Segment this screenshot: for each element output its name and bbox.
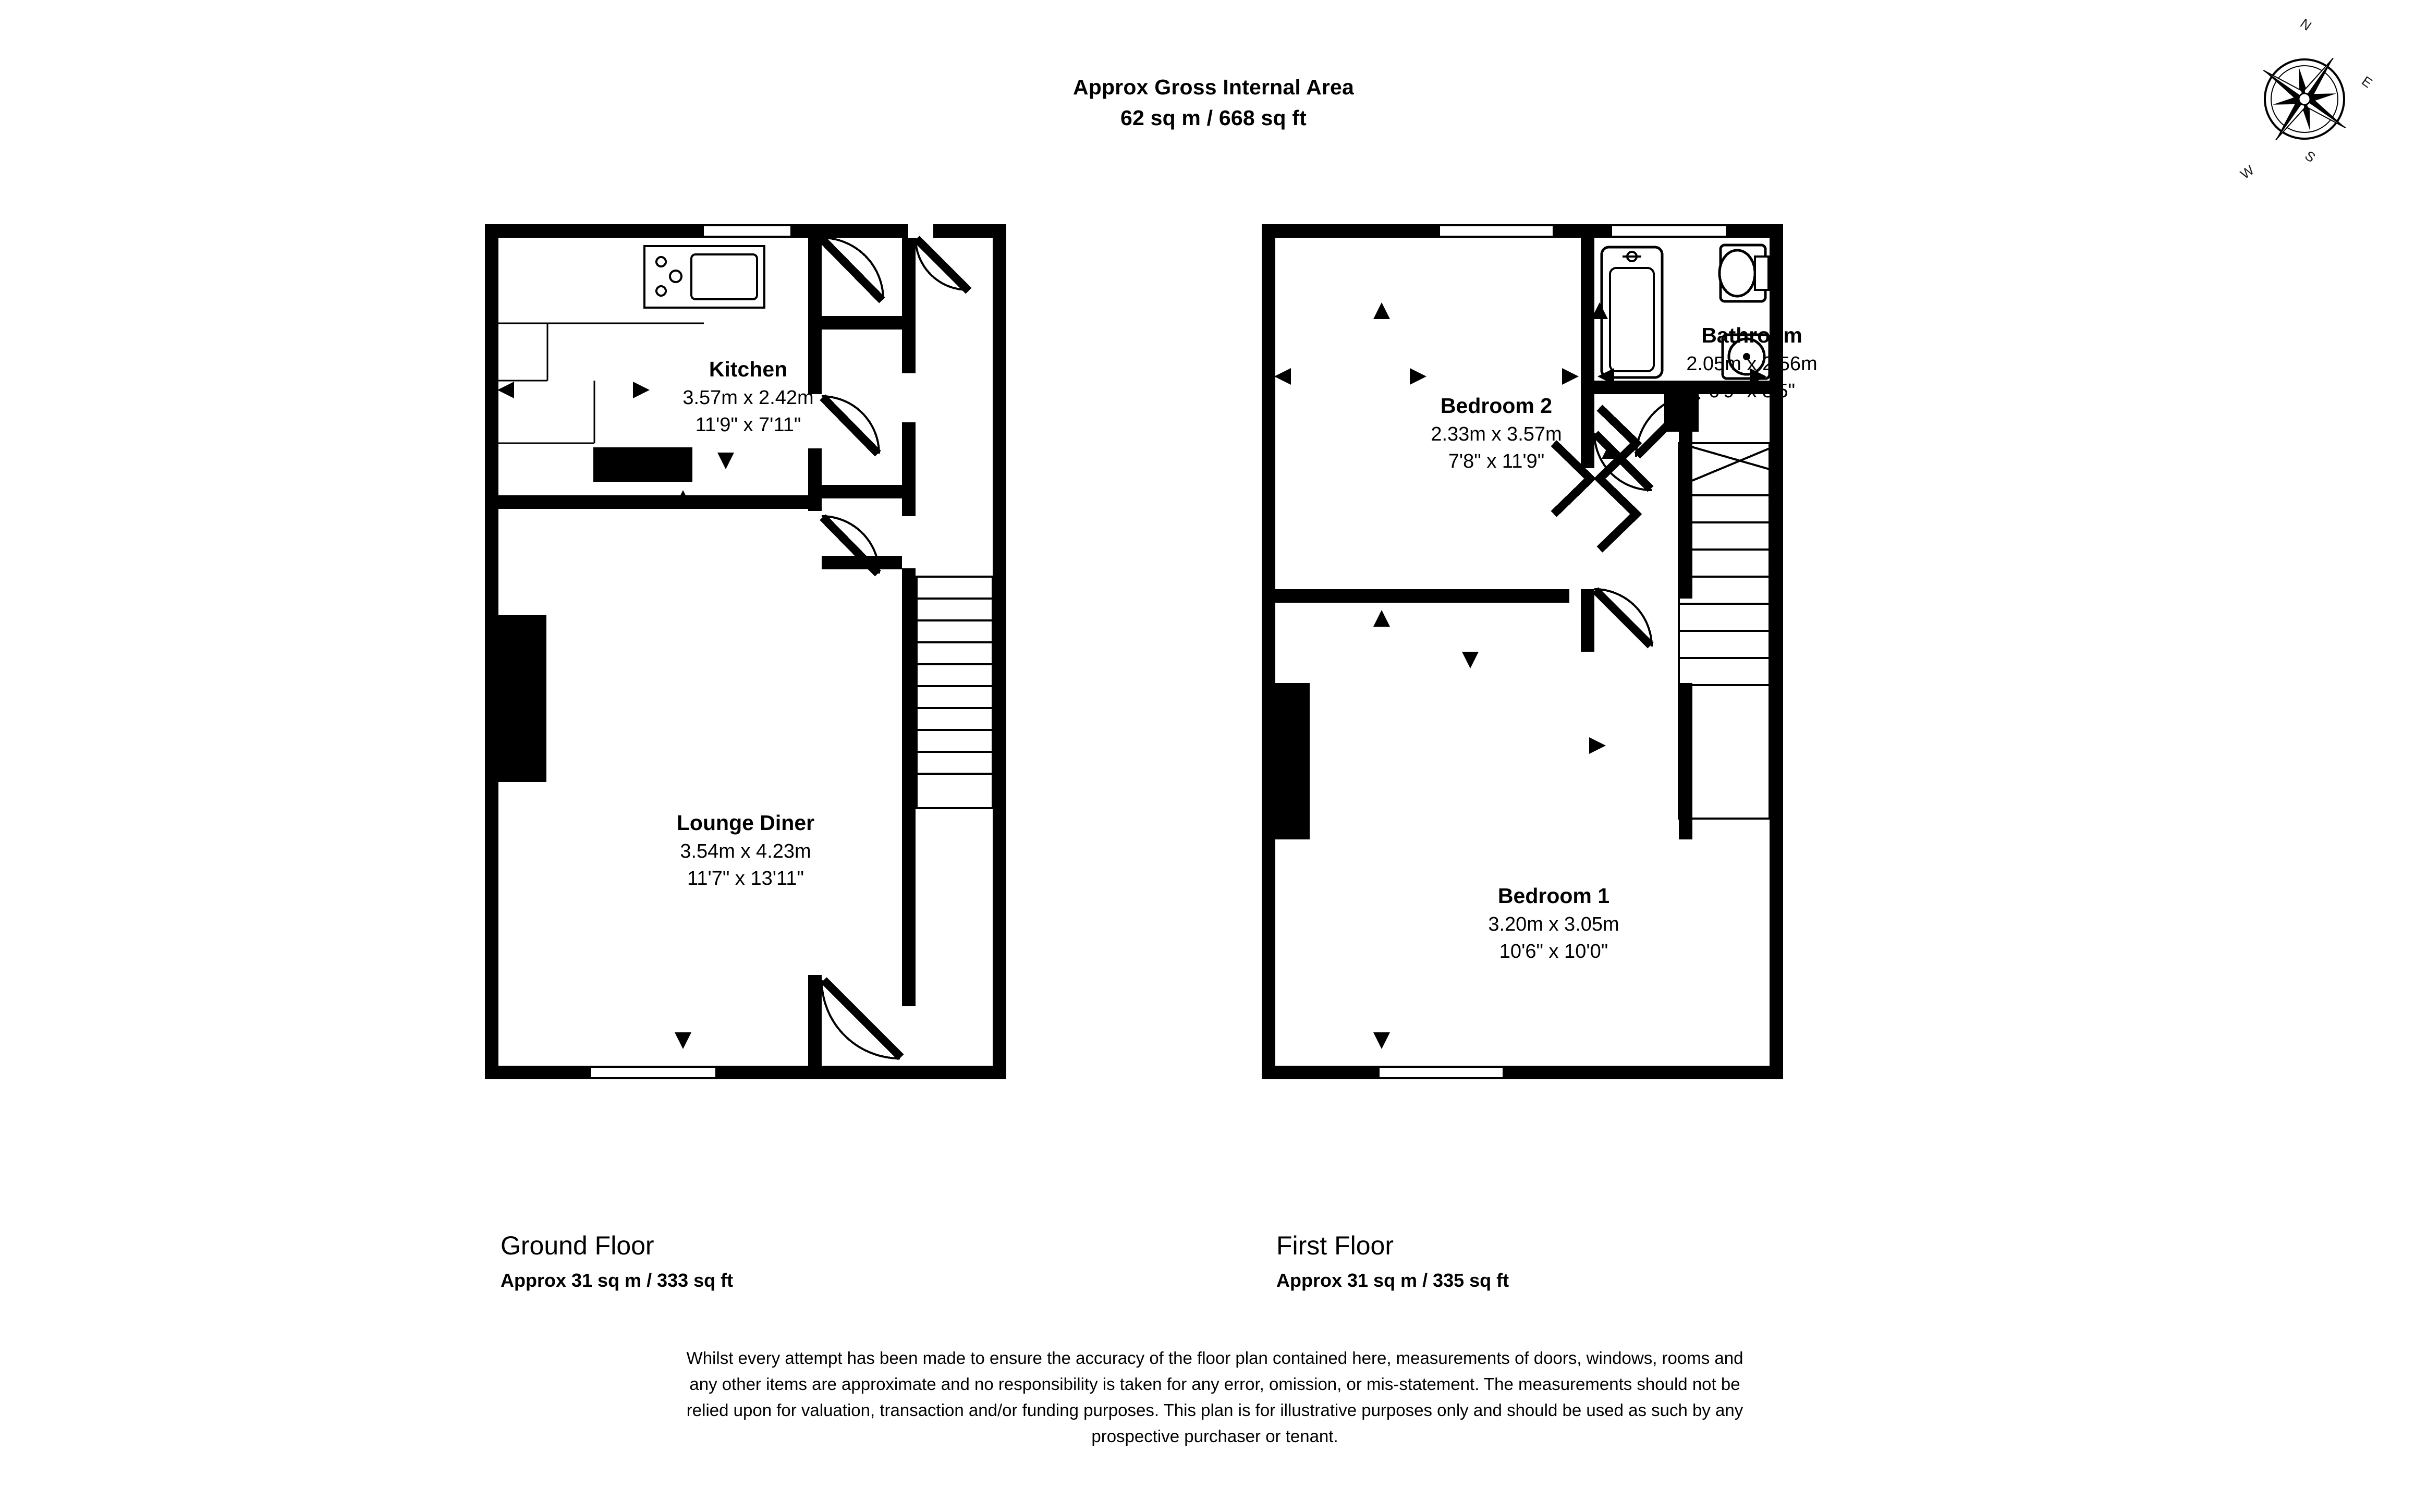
compass-label-south: S [2302,147,2319,166]
first-floor-caption [1276,1230,1509,1291]
room-name: Kitchen [709,357,788,381]
room-name: Bedroom 1 [1497,884,1610,908]
gross-area-value: 62 sq m / 668 sq ft [1120,106,1307,130]
room-label-kitchen [613,355,884,438]
room-metric: 3.54m x 4.23m [680,840,811,862]
ground-floor-area: Approx 31 sq m / 333 sq ft [501,1270,734,1291]
disclaimer-line-3: relied upon for valuation, transaction and/or funding purposes. This plan is for illustrative purposes only and should be used as such by any [686,1400,1743,1420]
compass-label-west: W [2237,162,2257,182]
room-label-bedroom-2 [1361,391,1632,475]
room-imperial: 11'7" x 13'11" [687,868,804,890]
disclaimer-line-2: any other items are approximate and no responsibility is taken for any error, omission, or mis-statement. The measurements should not be [689,1374,1740,1394]
compass-label-east: E [2359,72,2375,91]
room-imperial: 7'8" x 11'9" [1448,450,1545,473]
first-floor-plan [1262,224,1919,1176]
ground-floor-caption [501,1230,733,1291]
room-label-bathroom [1627,321,1877,405]
room-label-lounge-diner [589,808,902,892]
ground-floor-title: Ground Floor [501,1231,654,1260]
compass-label-north: N [2297,15,2314,34]
toilet-icon [1719,245,1769,301]
plan-header [0,72,2427,134]
room-metric: 2.33m x 3.57m [1431,423,1562,445]
room-label-bedroom-1 [1418,881,1689,965]
room-name: Bedroom 2 [1440,394,1553,418]
room-imperial: 6'9" x 8'5" [1708,380,1796,403]
disclaimer-line-4: prospective purchaser or tenant. [1091,1426,1338,1446]
room-metric: 2.05m x 2.56m [1686,352,1818,375]
first-floor-area: Approx 31 sq m / 335 sq ft [1276,1270,1509,1291]
room-name: Bathroom [1701,323,1802,347]
gross-area-title: Approx Gross Internal Area [1072,75,1355,99]
disclaimer [401,1345,2028,1450]
room-name: Lounge Diner [676,811,815,835]
room-imperial: 11'9" x 7'11" [695,414,801,436]
kitchen-sink-icon [644,246,764,308]
ground-floor-walls [485,224,1006,1079]
room-metric: 3.20m x 3.05m [1488,913,1619,935]
first-floor-title: First Floor [1276,1231,1394,1260]
compass-rose-icon [2226,16,2383,188]
room-metric: 3.57m x 2.42m [682,386,814,409]
disclaimer-line-1: Whilst every attempt has been made to ensure the accuracy of the floor plan contained here, measurements of doors, windows, rooms and [686,1348,1743,1368]
ground-floor-plan [485,224,1142,1176]
room-imperial: 10'6" x 10'0" [1499,941,1608,963]
